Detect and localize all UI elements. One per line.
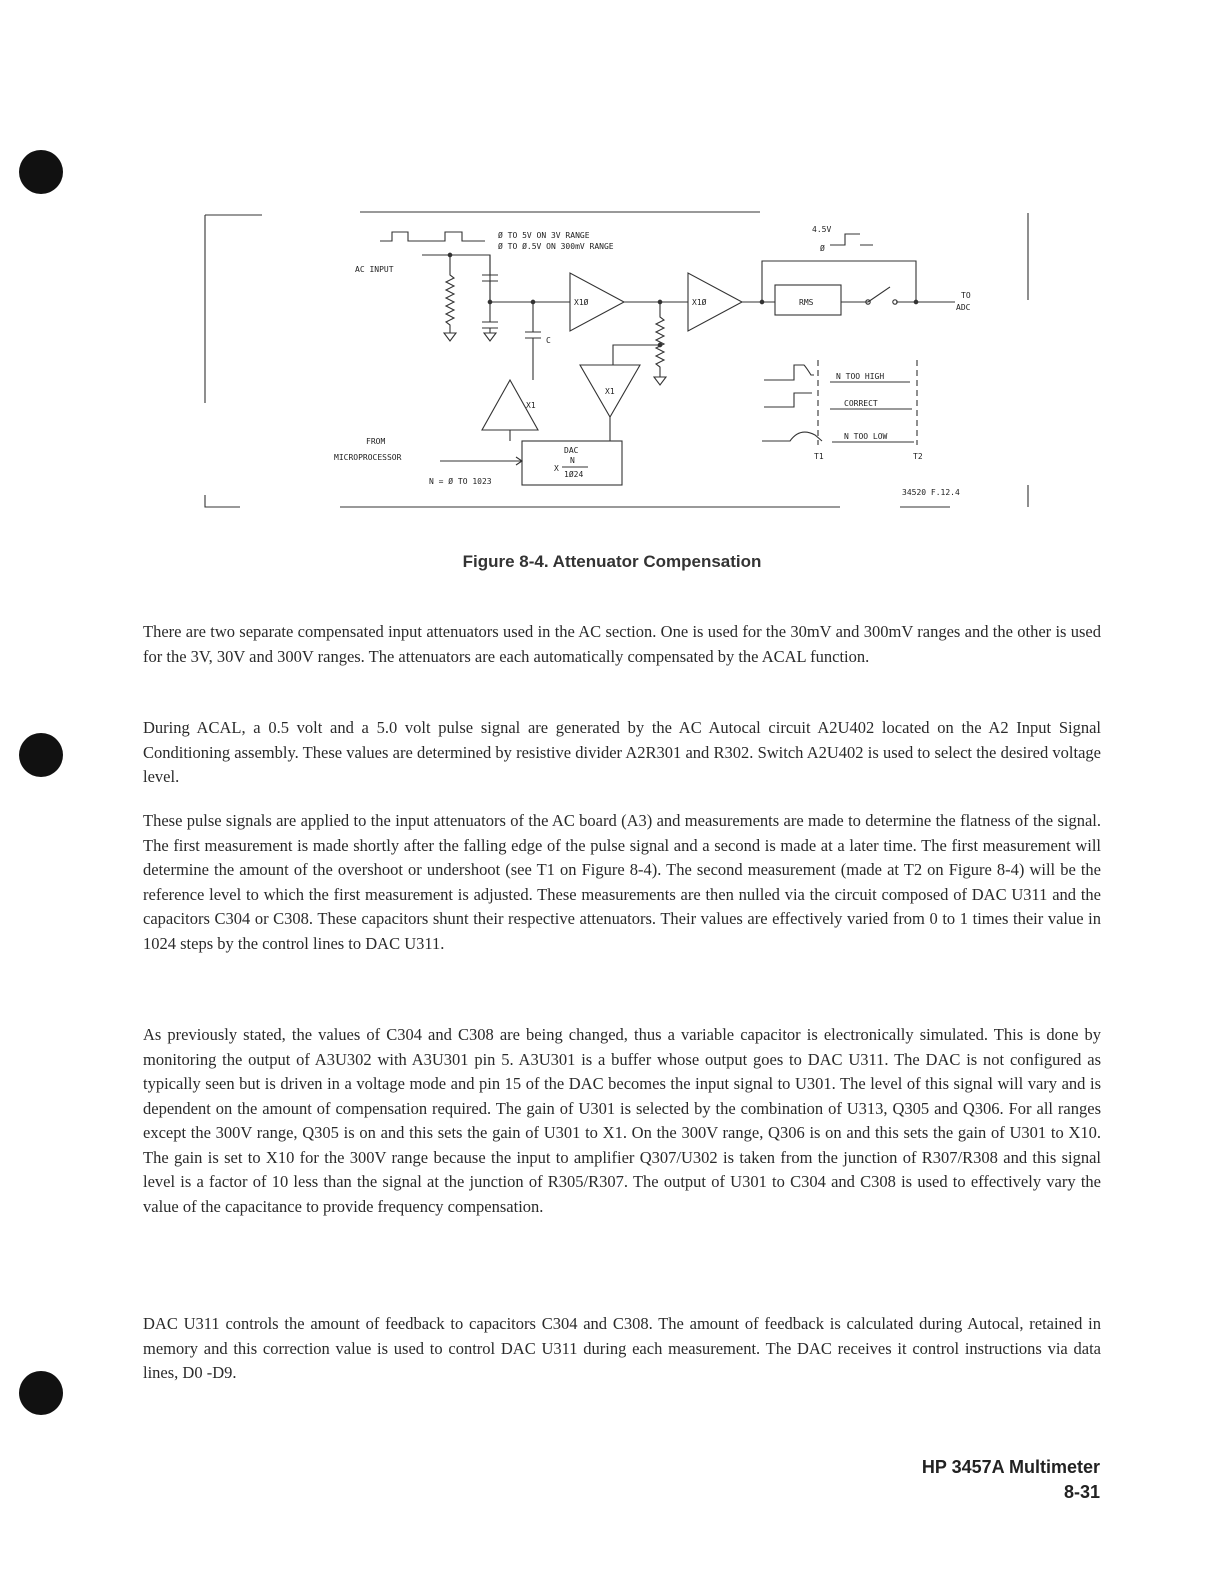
- waveform-too-high: [764, 365, 814, 380]
- label-microprocessor: MICROPROCESSOR: [334, 453, 402, 462]
- paragraph-2: During ACAL, a 0.5 volt and a 5.0 volt pulse signal are generated by the AC Autocal circuit A2U402 located on the A2 Input Signal Conditioning assembly. These values are determined by resistive divider A2R301 and R302. Switch A2U402 is used to select the desired voltage level.: [143, 718, 1101, 786]
- waveform-too-low: [762, 432, 822, 441]
- dac-connections: [510, 417, 610, 441]
- label-range-300mv: Ø TO Ø.5V ON 300mV RANGE: [498, 242, 614, 251]
- paragraph-5: DAC U311 controls the amount of feedback to capacitors C304 and C308. The amount of feedback is calculated during Autocal, retained in memory and this correction value is used to control DAC U311 during each measurement. The DAC receives it control instructions via data lines, D0 -D9.: [143, 1314, 1101, 1382]
- feedback-line: [613, 345, 660, 365]
- attenuator-capacitors: [482, 255, 498, 341]
- dac-label: DAC: [564, 446, 579, 455]
- punch-hole-middle: [19, 733, 63, 777]
- dac-x-label: X: [554, 464, 559, 473]
- footer-product: HP 3457A Multimeter: [921, 1457, 1100, 1477]
- dac-denominator: 1Ø24: [564, 470, 584, 479]
- figure-caption: Figure 8-4. Attenuator Compensation: [462, 552, 762, 571]
- label-4-5v: 4.5V: [812, 225, 832, 234]
- attenuator-resistor: [444, 255, 456, 341]
- punch-hole-bottom: [19, 1371, 63, 1415]
- amp2-label: X1Ø: [692, 298, 707, 307]
- label-adc: ADC: [956, 303, 971, 312]
- microprocessor-input-arrow: [440, 457, 522, 465]
- label-ac-input: AC INPUT: [355, 265, 394, 274]
- attenuator-compensation-diagram: [200, 205, 1040, 520]
- label-correct: CORRECT: [844, 399, 878, 408]
- buffer-left-label: X1: [526, 401, 536, 410]
- buffer-right-label: X1: [605, 387, 615, 396]
- dac-n-label: N: [570, 456, 575, 465]
- paragraph-1: There are two separate compensated input attenuators used in the AC section. One is used for the 30mV and 300mV ranges and the other is used for the 3V, 30V and 300V ranges. The attenuators are each automatically compensated by the ACAL function.: [143, 622, 1101, 666]
- paragraph-4: As previously stated, the values of C304 and C308 are being changed, thus a variable capacitor is electronically simulated. This is done by monitoring the output of A3U302 with A3U301 pin 5. A3U301 is a buffer whose output goes to DAC U311. The DAC is not configured as typically seen but is driven in a voltage mode and pin 15 of the DAC becomes the input signal to U301. The level of this signal will vary and is dependent on the amount of compensation required. The gain of U301 is selected by the combination of U313, Q305 and Q306. For all ranges except the 300V range, Q305 is on and this sets the gain of U301 to X1. On the 300V range, Q306 is on and this sets the gain of U301 to X10. The gain is set to X10 for the 300V range because the input to amplifier Q307/U302 is taken from the junction of R307/R308 and this signal level is a factor of 10 less than the signal at the junction of R305/R307. The output of U301 to C304 and C308 is used to effectively vary the value of the capacitance to provide frequency compensation.: [143, 1025, 1101, 1216]
- waveform-correct: [764, 393, 812, 407]
- compensation-capacitor: [525, 302, 541, 380]
- label-n-range: N = Ø TO 1023: [429, 477, 492, 486]
- figure-id: 34520 F.12.4: [902, 488, 960, 497]
- punch-hole-top: [19, 150, 63, 194]
- label-from: FROM: [366, 437, 386, 446]
- figure-frame: [205, 212, 1028, 507]
- label-t1: T1: [814, 452, 824, 461]
- label-cap-c: C: [546, 336, 551, 345]
- rms-label: RMS: [799, 298, 814, 307]
- label-to: TO: [961, 291, 971, 300]
- footer-page-number: 8-31: [1063, 1482, 1100, 1502]
- paragraph-3: These pulse signals are applied to the input attenuators of the AC board (A3) and measurements are made to determine the flatness of the signal. The first measurement is made shortly after the falling edge of the pulse signal and a second is made at a later time. The first measurement will determine the amount of the overshoot or undershoot (see T1 on Figure 8-4). The second measurement (made at T2 on Figure 8-4) will be the reference level to which the first measurement is adjusted. These measurements are then nulled via the circuit composed of DAC U311 and the capacitors C304 or C308. These capacitors shunt their respective attenuators. Their values are effectively varied from 0 to 1 times their value in 1024 steps by the control lines to DAC U311.: [143, 811, 1101, 953]
- amp1-label: X1Ø: [574, 298, 589, 307]
- label-n-too-low: N TOO LOW: [844, 432, 888, 441]
- label-n-too-high: N TOO HIGH: [836, 372, 885, 381]
- output-switch: [841, 287, 955, 302]
- input-pulse-waveform: [380, 232, 485, 241]
- node-dot: [914, 300, 918, 304]
- bypass-line: [762, 261, 916, 302]
- label-t2: T2: [913, 452, 923, 461]
- switch-control-pulse: [830, 234, 873, 245]
- label-range-3v: Ø TO 5V ON 3V RANGE: [498, 231, 590, 240]
- label-0v: Ø: [820, 244, 825, 253]
- input-line: [422, 255, 490, 302]
